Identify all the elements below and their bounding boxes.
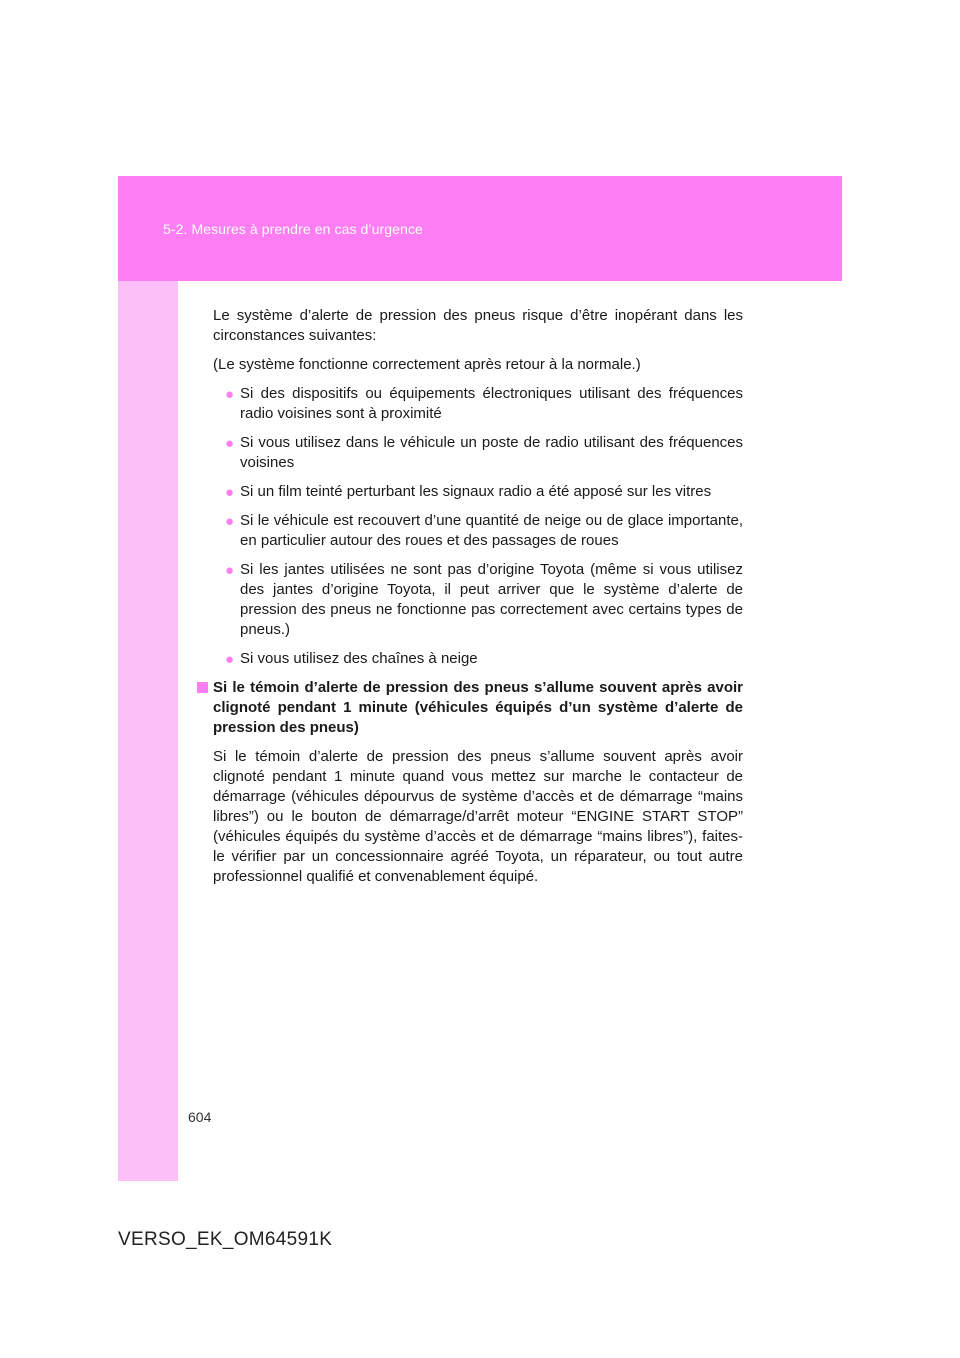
list-item xyxy=(213,433,743,473)
bullet-icon: ● xyxy=(225,651,235,668)
note-paragraph: (Le système fonctionne correctement après retour à la normale.) xyxy=(213,356,641,373)
document-code: VERSO_EK_OM64591K xyxy=(118,1229,333,1250)
list-item-text: Si les jantes utilisées ne sont pas d’origine Toyota (même si vous utilisez des jantes d’origine Toyota, il peut arriver que le système d’alerte de pression des pneus ne fonctionne pas correctement avec certains types de pneus.) xyxy=(240,561,743,638)
section-square-icon xyxy=(197,682,208,693)
page-number: 604 xyxy=(188,1109,212,1125)
intro-paragraph: Le système d’alerte de pression des pneus risque d’être inopérant dans les circonstances suivantes: xyxy=(213,307,743,344)
conditions-list xyxy=(213,384,743,669)
bullet-icon: ● xyxy=(225,435,235,452)
list-item xyxy=(213,649,743,669)
section-body: Si le témoin d’alerte de pression des pneus s’allume souvent après avoir clignoté pendant 1 minute quand vous mettez sur marche le contacteur de démarrage (véhicules dépourvus de système d’accès et de démarrage “mains libres”) ou le bouton de démarrage/d’arrêt moteur “ENGINE START STOP” (véhicules équipés du système d’accès et de démarrage “mains libres”), faites-le vérifier par un concessionnaire agréé Toyota, un réparateur, ou tout autre professionnel qualifié et convenablement équipé. xyxy=(213,748,743,885)
list-item-text: Si le véhicule est recouvert d’une quantité de neige ou de glace importante, en particulier autour des roues et des passages de roues xyxy=(240,512,743,549)
page-content xyxy=(213,306,743,887)
bullet-icon: ● xyxy=(225,562,235,579)
list-item-text: Si vous utilisez dans le véhicule un poste de radio utilisant des fréquences voisines xyxy=(240,434,743,471)
bullet-icon: ● xyxy=(225,513,235,530)
side-strip xyxy=(118,281,178,1181)
bullet-icon: ● xyxy=(225,386,235,403)
list-item-text: Si un film teinté perturbant les signaux radio a été apposé sur les vitres xyxy=(240,483,712,500)
warning-light-section xyxy=(213,678,743,887)
list-item xyxy=(213,384,743,424)
list-item-text: Si des dispositifs ou équipements électroniques utilisant des fréquences radio voisines sont à proximité xyxy=(240,385,743,422)
list-item xyxy=(213,560,743,640)
list-item-text: Si vous utilisez des chaînes à neige xyxy=(240,650,478,667)
bullet-icon: ● xyxy=(225,484,235,501)
section-title: Si le témoin d’alerte de pression des pneus s’allume souvent après avoir clignoté pendant 1 minute (véhicules équipés d’un système d’alerte de pression des pneus) xyxy=(213,679,743,736)
list-item xyxy=(213,511,743,551)
list-item xyxy=(213,482,743,502)
section-breadcrumb: 5-2. Mesures à prendre en cas d’urgence xyxy=(163,221,423,237)
